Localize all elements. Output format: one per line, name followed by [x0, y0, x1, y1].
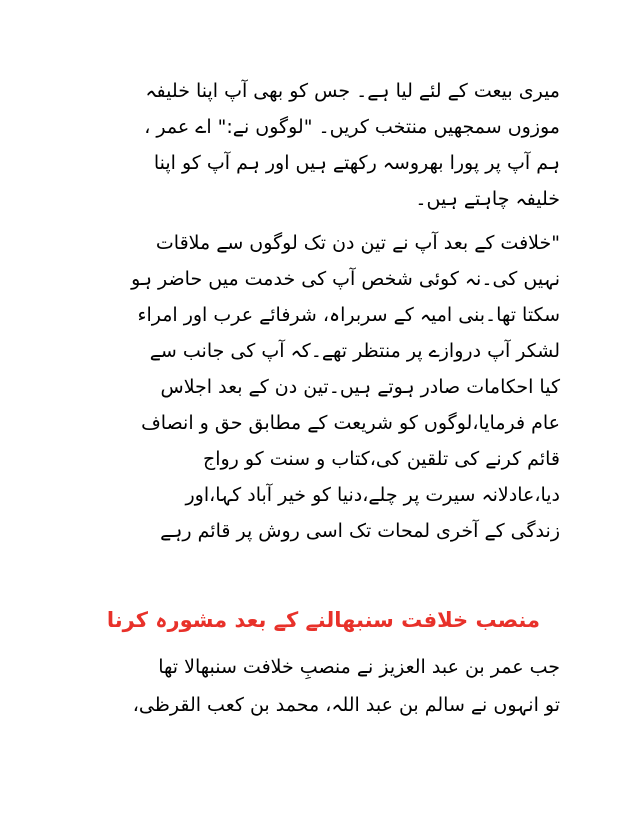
text-line: قائم کرنے کی تلقین کی،کتاب و سنت کو رواج [202, 448, 560, 470]
text-line: تو انہوں نے سالم بن عبد اللہ، محمد بن کعب القرظی، [132, 694, 560, 716]
text-line: خلیفہ چاہتے ہیں۔ [415, 188, 560, 210]
text-line: نہیں کی۔نہ کوئی شخص آپ کی خدمت میں حاضر ہو [131, 268, 560, 290]
text-line: سکتا تھا۔بنی امیہ کے سربراہ، شرفائے عرب اور امراء [137, 304, 560, 326]
text-line: لشکر آپ دروازے پر منتظر تھے۔کہ آپ کی جانب سے [149, 340, 560, 362]
section-heading: منصب خلافت سنبھالنے کے بعد مشورہ کرنا [106, 608, 540, 632]
text-line: میری بیعت کے لئے لیا ہے۔ جس کو بھی آپ اپنا خلیفہ [145, 80, 560, 102]
text-line: عام فرمایا،لوگوں کو شریعت کے مطابق حق و انصاف [141, 412, 560, 434]
text-line: ہم آپ پر پورا بھروسہ رکھتے ہیں اور ہم آپ کو اپنا [153, 152, 560, 174]
text-line: دیا،عادلانہ سیرت پر چلے،دنیا کو خیر آباد کہا،اور [185, 484, 560, 506]
text-line: کیا احکامات صادر ہوتے ہیں۔تین دن کے بعد اجلاس [160, 376, 560, 398]
text-line: "خلافت کے بعد آپ نے تین دن تک لوگوں سے ملاقات [155, 232, 560, 254]
text-line: موزوں سمجھیں منتخب کریں۔ "لوگوں نے:" اے عمر ، [144, 116, 560, 138]
text-line: زندگی کے آخری لمحات تک اسی روش پر قائم رہے [160, 520, 560, 542]
text-line: جب عمر بن عبد العزیز نے منصبِ خلافت سنبھالا تھا [158, 656, 560, 678]
